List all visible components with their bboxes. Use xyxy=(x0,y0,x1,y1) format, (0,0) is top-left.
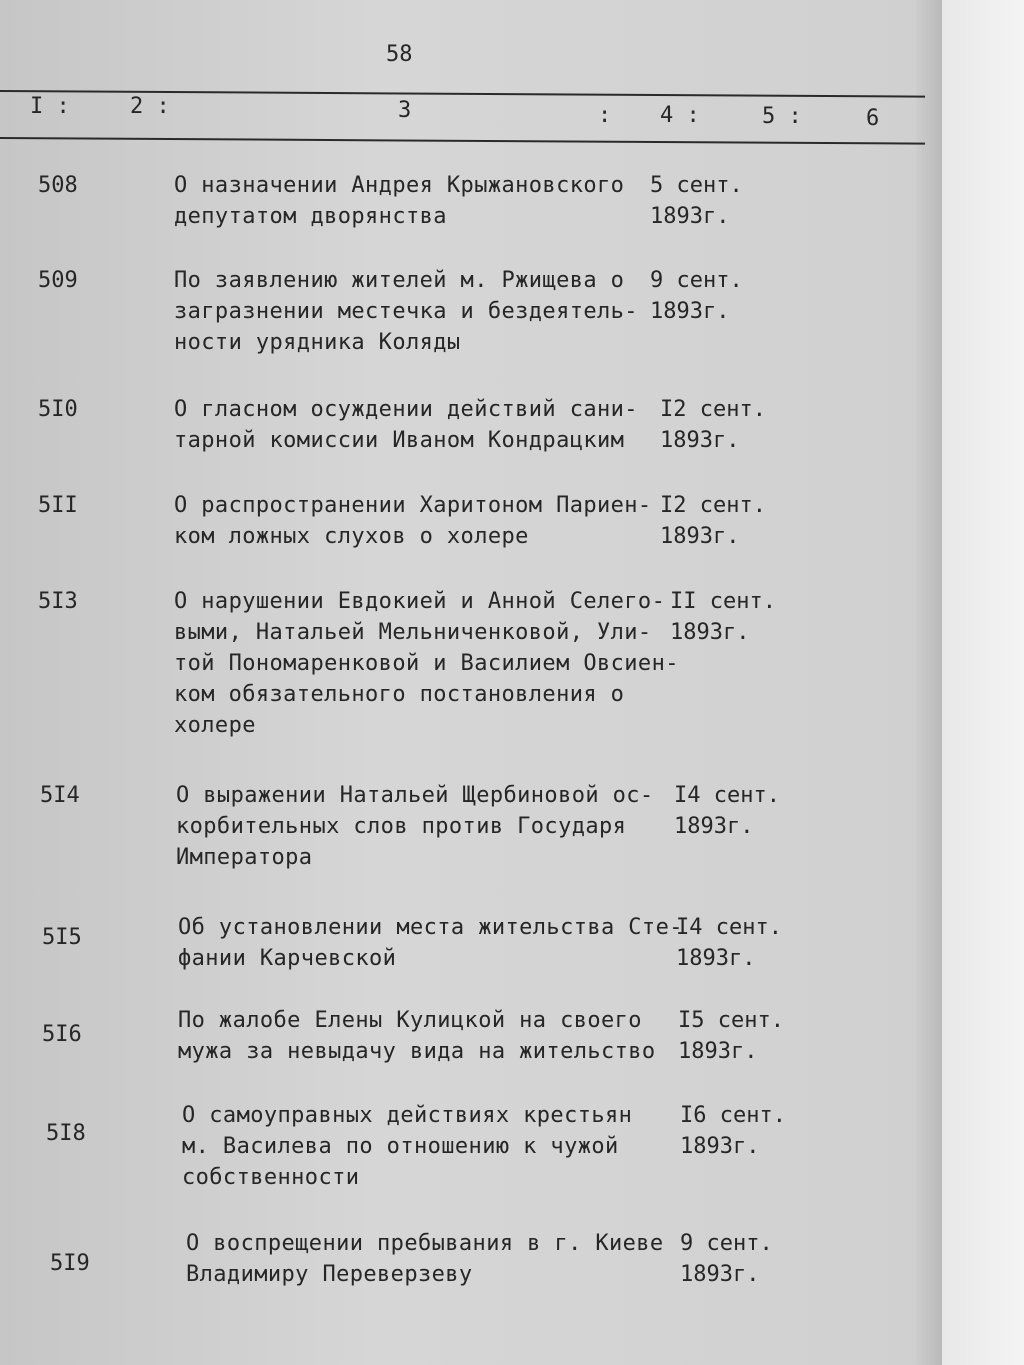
entry-description: О выражении Натальей Щербиновой ос- корбительных слов против Государя Императора xyxy=(176,783,654,870)
entry-date: I6 сент. 1893г. xyxy=(680,1103,786,1159)
entry-date: I2 сент. 1893г. xyxy=(660,493,766,549)
entry-number: 5I6 xyxy=(42,1022,82,1047)
entry-number: 5I0 xyxy=(38,397,78,422)
entry-description: О воспрещении пребывания в г. Киеве Владимиру Переверзеву xyxy=(186,1231,664,1287)
entry-number: 509 xyxy=(38,268,78,293)
entry-description: По заявлению жителей м. Ржищева о загразнении местечка и бездеятель- ности урядника Коляды xyxy=(174,268,638,355)
entry-date: I5 сент. 1893г. xyxy=(678,1008,784,1064)
entry-date: 5 сент. 1893г. xyxy=(650,173,743,229)
page-number: 58 xyxy=(386,42,413,67)
entry-number: 5I3 xyxy=(38,589,78,614)
entry-number: 5II xyxy=(38,493,78,518)
entry-description: По жалобе Елены Кулицкой на своего мужа за невыдачу вида на жительство xyxy=(178,1008,656,1064)
column-header-5: 5 : xyxy=(762,104,802,129)
entry-number: 5I9 xyxy=(50,1251,90,1276)
entry-date: I4 сент. 1893г. xyxy=(676,915,782,971)
entry-date: II сент. 1893г. xyxy=(670,589,776,645)
entry-description: О назначении Андрея Крыжановского депутатом дворянства xyxy=(174,173,625,229)
column-header-6: 6 xyxy=(866,106,880,131)
entry-number: 5I4 xyxy=(40,783,80,808)
entry-description: О самоуправных действиях крестьян м. Василева по отношению к чужой собственности xyxy=(182,1103,633,1190)
column-header-2: 2 : xyxy=(130,94,170,119)
entry-date: 9 сент. 1893г. xyxy=(650,268,743,324)
entry-date: I4 сент. 1893г. xyxy=(674,783,780,839)
entry-description: О распространении Харитоном Париен- ком ложных слухов о холере xyxy=(174,493,652,549)
entry-description: О нарушении Евдокией и Анной Селего- выми, Натальей Мельниченковой, Ули- той Пономаренковой и Василием Овсиен- ком обязательного постановления о холере xyxy=(174,589,679,738)
background-surface xyxy=(942,0,1024,1365)
column-header-separator: : xyxy=(598,103,612,128)
entry-number: 5I8 xyxy=(46,1121,86,1146)
entry-description: Об установлении места жительства Сте- фании Карчевской xyxy=(178,915,683,971)
column-header-4: 4 : xyxy=(660,103,700,128)
entry-date: 9 сент. 1893г. xyxy=(680,1231,773,1287)
column-header-1: I : xyxy=(30,94,70,119)
entry-number: 5I5 xyxy=(42,925,82,950)
entry-date: I2 сент. 1893г. xyxy=(660,397,766,453)
entry-description: О гласном осуждении действий сани- тарной комиссии Иваном Кондрацким xyxy=(174,397,638,453)
page-edge-shadow xyxy=(916,0,942,1365)
column-header-3: 3 xyxy=(398,98,412,123)
entry-number: 508 xyxy=(38,173,78,198)
